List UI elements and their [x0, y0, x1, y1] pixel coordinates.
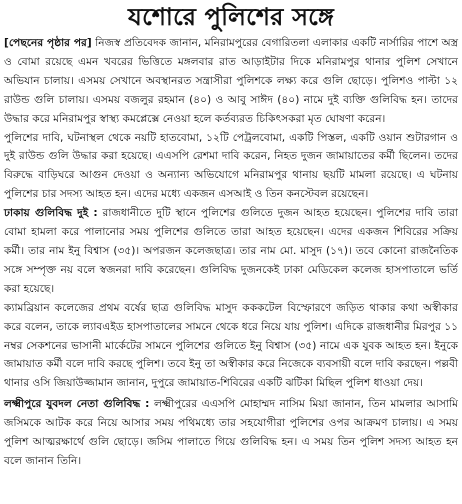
- paragraph-text: লক্ষ্মীপুরের এএসপি মোহাম্মদ নাসিম মিয়া জানান, তিন মামলার আসামি জসিমকে আটক করে নিয়ে আসার সময় পথিমধ্যে তার সহযোগীরা পুলিশের ওপর আক্রমণ চালায়। এ সময় পুলিশ আত্মরক্ষার্থে গুলি ছোড়ে। জসিম পালাতে গিয়ে গুলিবিদ্ধ হন। এ সময় তিন পুলিশ সদস্য আহত হন বলে জানান তিনি।: [4, 398, 458, 467]
- paragraph-text: পুলিশের দাবি, ঘটনাস্থল থেকে নয়টি হাতবোমা, ১২টি পেট্রলবোমা, একটি পিস্তল, একটি ওয়ান শুটারগান ও দুই রাউন্ড গুলি উদ্ধার করা হয়েছে। এএসপি রেশমা দাবি করেন, নিহত দুজন জামায়াতের কর্মী ছিলেন। তদের বিরুদ্ধে বাড়িঘরে আগুন দেওয়া ও অন্যান্য অভিযোগে মনিরামপুর থানায় ছয়টি মামলা রয়েছে। এ ঘটনায় পুলিশের চার সদস্য আহত হন। এদের মধ্যে একজন এসআই ও তিন কনস্টেবল রয়েছেন।: [4, 131, 458, 201]
- paragraph-cambrian: [4, 299, 458, 394]
- paragraph-dhaka: [4, 204, 458, 299]
- paragraph-continued: [4, 34, 458, 129]
- subhead-dhaka: ঢাকায় গুলিবিদ্ধ দুই :: [4, 207, 98, 220]
- paragraph-text: রাজধানীতে দুটি স্থানে পুলিশের গুলিতে দুজন আহত হয়েছেন। পুলিশের দাবি তারা বোমা হামলা করে পালানোর সময় পুলিশের গুলিতে তারা আহত হয়েছেন। এদের একজন শিবিরের সক্রিয় কর্মী। তার নাম ইনু বিশ্বাস (৩৫)। অপরজন কলেজছাত্র। তার নাম মো. মাসুদ (১৭)। তবে কোনো রাজনৈতিক সঙ্গে সম্পৃক্ত নয় বলে স্বজনরা দাবি করেছেন। গুলিবিদ্ধ দুজনকেই ঢাকা মেডিকেল কলেজ হাসপাতালে ভর্তি করা হয়েছে।: [4, 207, 458, 295]
- paragraph-text: ক্যামব্রিয়ান কলেজের প্রথম বর্ষের ছাত্র গুলিবিদ্ধ মাসুদ কককটেল বিস্ফোরণে জড়িত থাকার কথা অস্বীকার করে বলেন, তাকে ল্যাবএইড হাসপাতালের সামনে থেকে ধরে নিয়ে যায় পুলিশ। এদিকে রাজধানীর মিরপুর ১১ নম্বর সেকশনের ভাসানী মার্কেটের সামনে পুলিশের গুলিতে ইনু বিশ্বাস (৩৫) নামে এক যুবক আহত হন। ইনুকে জামায়াত কর্মী বলে দাবি করছে পুলিশ। তবে ইনু তা অস্বীকার করে নিজেকে ব্যবসায়ী বলে দাবি করছেন। পল্লবী থানার ওসি জিয়াউজ্জামান জানান, দুপুরে জামায়াত-শিবিরের একটি ঝটিকা মিছিল পুলিশ ধাওয়া দেয়।: [4, 301, 458, 390]
- continued-marker: [পেছনের পৃষ্ঠার পর]: [4, 37, 92, 49]
- paragraph-text: নিজস্ব প্রতিবেদক জানান, মনিরামপুরের বেগারিতলা এলাকার একটি নার্সারির পাশে অস্ত্র ও বোমা রয়েছে এমন খবরের ভিত্তিতে মঙ্গলবার রাত আড়াইটার দিকে মনিরামপুর থানার পুলিশ সেখানে অভিযান চালায়। এসময় সেখানে অবস্থানরত সন্ত্রাসীরা পুলিশকে লক্ষ্য করে গুলি ছোড়ে। পুলিশও পাল্টা ১২ রাউন্ড গুলি চালায়। এসময় বজলুর রহমান (৪০) ও আবু সাঈদ (৪০) নামে দুই ব্যক্তি গুলিবিদ্ধ হন। তাদের উদ্ধার করে মনিরামপুর স্বাস্থ্য কমপ্লেক্সে নেওয়া হলে কর্তব্যরত চিকিৎসকরা মৃত ঘোষণা করেন।: [4, 37, 458, 125]
- paragraph-police-claim: [4, 129, 458, 205]
- article-body: [4, 34, 458, 471]
- subhead-lakshmipur: লক্ষ্মীপুরে যুবদল নেতা গুলিবিদ্ধ :: [4, 398, 150, 411]
- paragraph-lakshmipur: [4, 395, 458, 471]
- headline: যশোরে পুলিশের সঙ্গে: [128, 3, 334, 31]
